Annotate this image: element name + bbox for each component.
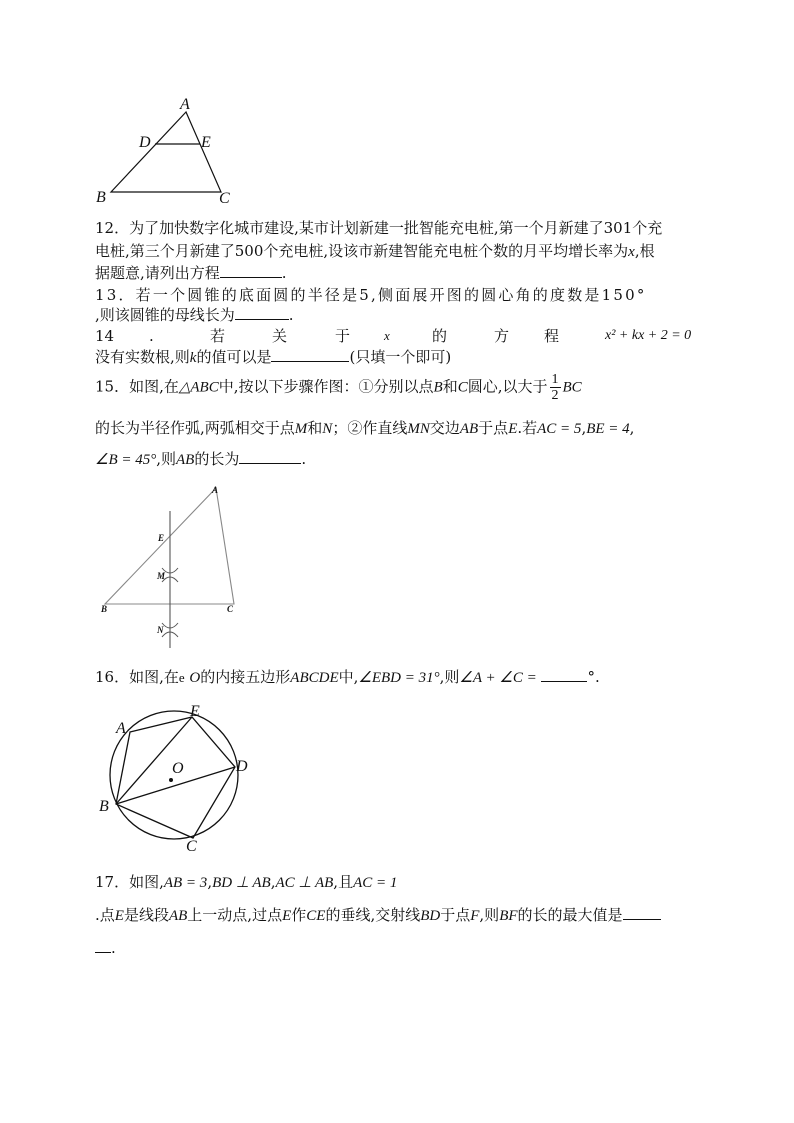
q12-line2: 电桩,第三个月新建了500个充电桩,设该市新建智能充电桩个数的月平均增长率为x,根 <box>95 242 655 260</box>
answer-blank[interactable] <box>235 305 289 320</box>
q15-line1: 15．如图,在△ABC中,按以下步骤作图：①分别以点B和C圆心,以大于 $\frac{1}{2}$ BC <box>95 372 582 403</box>
answer-blank[interactable] <box>220 263 282 278</box>
label-B: B <box>99 798 109 815</box>
q17-line1: 17．如图,AB = 3,BD ⊥ AB,AC ⊥ AB,且AC = 1 <box>95 873 398 891</box>
answer-blank[interactable] <box>239 449 301 464</box>
label-N: N <box>157 625 164 635</box>
q12-line1: 12．为了加快数字化城市建设,某市计划新建一批智能充电桩,第一个月新建了301个充 <box>95 219 663 237</box>
q13-line2: ,则该圆锥的母线长为 . <box>95 306 294 324</box>
figure-perpendicular-bisector <box>96 484 256 654</box>
answer-blank[interactable] <box>95 938 111 953</box>
answer-blank[interactable] <box>271 347 349 362</box>
q13-line1: 13．若一个圆锥的底面圆的半径是5,侧面展开图的圆心角的度数是150° <box>95 286 647 304</box>
fraction-one-half: $\frac{1}{2}$ <box>551 372 559 403</box>
label-B: B <box>101 604 108 614</box>
q12-line3: 据题意,请列出方程 . <box>95 264 287 282</box>
label-O: O <box>172 760 184 777</box>
q15-line2: 的长为半径作弧,两弧相交于点M和N；②作直线MN交边AB于点E.若AC = 5,BE = 4, <box>95 419 635 437</box>
label-M: M <box>157 571 166 581</box>
label-C: C <box>186 838 197 855</box>
label-A: A <box>180 96 190 113</box>
label-C: C <box>219 190 230 207</box>
label-D: D <box>236 758 248 775</box>
answer-blank[interactable] <box>541 667 587 682</box>
label-D: D <box>139 134 151 151</box>
label-A: A <box>212 485 219 495</box>
q17-line3: . <box>95 938 116 958</box>
label-E: E <box>190 703 200 720</box>
answer-blank[interactable] <box>623 905 661 920</box>
label-C: C <box>227 604 234 614</box>
q15-line3: ∠B = 45°,则AB的长为 . <box>95 450 307 468</box>
label-E: E <box>158 533 165 543</box>
label-A: A <box>116 720 126 737</box>
q14-line2: 没有实数根,则k的值可以是 (只填一个即可) <box>95 348 452 366</box>
q16-line1: 16．如图,在e O的内接五边形ABCDE中,∠EBD = 31°,则∠A + ∠C = °. <box>95 668 600 686</box>
q17-line2: .点E是线段AB上一动点,过点E作CE的垂线,交射线BD于点F,则BF的长的最大值是 <box>95 905 661 926</box>
label-B: B <box>96 189 106 206</box>
q14-line1: 14 . 若 关 于 x 的 方 程 x² + kx + 2 = 0 <box>95 327 692 345</box>
label-E: E <box>201 134 211 151</box>
